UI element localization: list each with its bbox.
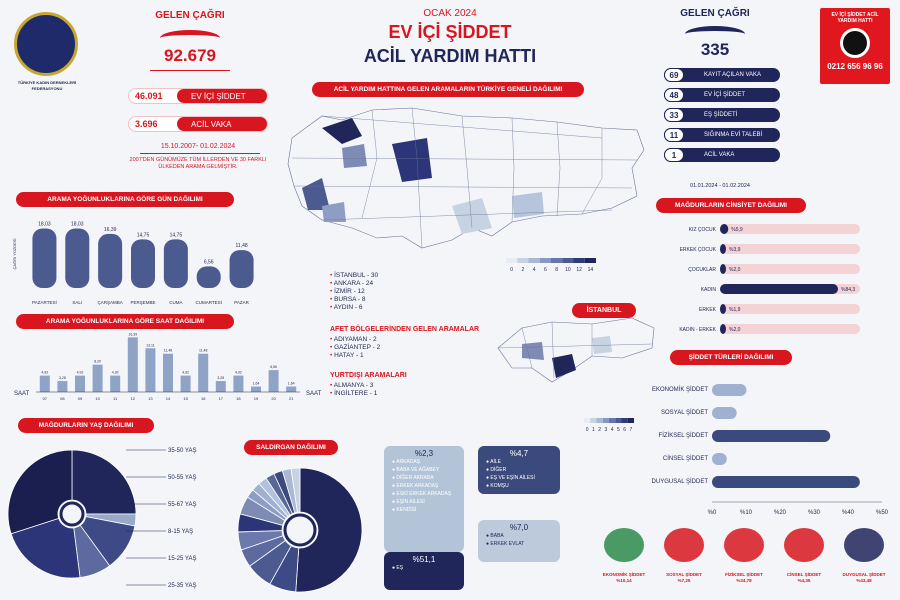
attacker-box-pct: %51,1 <box>412 555 436 564</box>
right-stat-label: EV İÇİ ŞİDDET <box>704 92 746 98</box>
attacker-item: ● KOMŞU <box>486 483 509 489</box>
istanbul-title: İSTANBUL <box>572 303 636 318</box>
stat-label: EV İÇİ ŞİDDET <box>177 89 267 103</box>
list-item: • İSTANBUL - 30 <box>330 272 379 279</box>
right-stat-row <box>664 68 780 82</box>
right-stat-label: EŞ ŞİDDETİ <box>704 112 738 118</box>
violence-label: SOSYAL ŞİDDET <box>660 410 708 416</box>
age-label: 8-15 YAŞ <box>168 529 194 535</box>
attacker-item-text: KOMŞU <box>490 483 509 489</box>
violence-tick: %40 <box>841 510 855 516</box>
attacker-item-text: EŞ <box>396 565 404 571</box>
legend-label: 5 <box>616 427 620 433</box>
gender-bar <box>720 304 726 314</box>
gender-label: ERKEK <box>699 307 716 313</box>
legend-swatch <box>609 418 615 423</box>
phone-handset-icon <box>160 30 220 46</box>
legend-swatch <box>562 258 573 263</box>
gender-bar-bg <box>720 244 860 254</box>
attacker-box-3 <box>478 520 560 562</box>
gender-bar <box>720 244 726 254</box>
icon-pct: %7,25 <box>677 578 691 583</box>
left-period: 15.10.2007- 01.02.2024 <box>160 143 236 150</box>
day-tick-label: PAZAR <box>234 300 249 305</box>
legend-label: 4 <box>532 267 536 273</box>
gender-label: KIZ ÇOCUK <box>688 227 716 233</box>
logo-caption: TÜRKİYE KADIN DERNEKLERİ FEDERASYONU <box>17 80 77 91</box>
poster-title: EV İÇİ ŞİDDET ACİL YARDIM HATTI <box>831 12 879 24</box>
region-gaziantep <box>512 192 544 218</box>
hour-tick-label: 14 <box>165 396 171 401</box>
hour-bar-label: 1,64 <box>287 381 295 386</box>
hour-bar <box>251 387 261 392</box>
day-chart-title: ARAMA YOĞUNLUKLARINA GÖRE GÜN DAĞILIMI <box>16 192 234 207</box>
gender-chart <box>660 222 870 344</box>
right-stat-value: 11 <box>664 128 684 142</box>
hour-tick-label: 15 <box>183 396 188 401</box>
left-calls-label: GELEN ÇAĞRI <box>155 10 225 21</box>
right-stat-row <box>664 108 780 122</box>
day-bar <box>164 239 188 288</box>
hour-tick-label: 21 <box>288 396 294 401</box>
hour-bar <box>110 376 120 392</box>
icon-pct: %10,14 <box>616 578 632 583</box>
violence-icon-item <box>596 528 652 584</box>
legend-label: 2 <box>521 267 525 273</box>
hour-bar-label: 6,56 <box>270 365 278 370</box>
gender-value: %2,0 <box>729 267 741 273</box>
hour-tick-label: 13 <box>148 396 153 401</box>
hour-bar-label: 1,64 <box>252 381 260 386</box>
hour-chart-title: ARAMA YOĞUNLUKLARINA GÖRE SAAT DAĞILIMI <box>16 314 234 329</box>
gender-value: %1,9 <box>729 307 741 313</box>
y-axis-label: ÇAĞRI YÜZDESİ <box>12 238 17 270</box>
hour-tick-label: 18 <box>236 396 241 401</box>
map-title: ACİL YARDIM HATTINA GELEN ARAMALARIN TÜRKİYE GENELİ DAĞILIMI <box>312 82 584 97</box>
legend-label: 0 <box>585 427 589 433</box>
hour-bar <box>75 376 85 392</box>
day-bar <box>65 229 89 288</box>
age-label: 50-55 YAŞ <box>168 475 197 481</box>
right-calls-label: GELEN ÇAĞRI <box>680 8 750 19</box>
age-label: 35-50 YAŞ <box>168 448 197 454</box>
gender-label: KADIN <box>700 287 716 293</box>
attacker-item: ● ERKEK EVLAT <box>486 541 525 547</box>
gender-bar <box>720 324 726 334</box>
hour-bar-label: 16,39 <box>128 332 138 337</box>
icon-label: EKONOMİK ŞİDDET <box>602 572 646 577</box>
attacker-box-1 <box>384 446 464 552</box>
age-title: MAĞDURLARIN YAŞ DAĞILIMI <box>18 418 154 433</box>
legend-label: 8 <box>555 267 559 273</box>
attacker-item: ● DİĞER <box>486 467 507 473</box>
icon-pct: %34,78 <box>736 578 752 583</box>
crying-woman-icon <box>844 528 884 562</box>
list-item: • ALMANYA - 3 <box>330 382 374 389</box>
left-note: 2007'DEN GÜNÜMÜZE TÜM İLLERDEN VE 30 FARKLI ÜLKEDEN ARAMA GELMİŞTİR. <box>129 157 267 170</box>
day-bar <box>32 229 56 288</box>
district-dark <box>552 354 576 378</box>
hour-bar <box>145 348 155 392</box>
legend-swatch <box>590 418 596 423</box>
list-item: • GAZİANTEP - 2 <box>330 344 381 351</box>
violence-bar <box>712 430 830 442</box>
attacker-item: ● BABA <box>486 533 504 539</box>
hour-tick-label: 11 <box>113 396 118 401</box>
legend-swatch <box>597 418 603 423</box>
gender-symbols-icon <box>784 528 824 562</box>
list-item: • AYDIN - 6 <box>330 304 363 311</box>
hour-tick-label: 12 <box>130 396 136 401</box>
hour-bar <box>93 365 103 392</box>
attacker-box-pct: %4,7 <box>509 449 529 458</box>
istanbul-legend <box>584 418 634 433</box>
hour-bar <box>269 370 279 392</box>
legend-swatch <box>540 258 551 263</box>
list-item-text: BURSA - 8 <box>334 296 366 303</box>
legend-swatch <box>628 418 634 423</box>
right-stat-value: 33 <box>664 108 684 122</box>
attacker-item-text: AİLE <box>490 459 501 465</box>
hour-bar <box>57 381 67 392</box>
day-bar-label: 14,75 <box>136 232 150 239</box>
gender-value: %84,3 <box>841 287 856 293</box>
hour-bar <box>198 354 208 392</box>
violence-chart <box>640 374 892 522</box>
hour-bar <box>181 376 191 392</box>
stat-value: 3.696 <box>129 119 177 129</box>
age-label: 15-25 YAŞ <box>168 556 197 562</box>
x-axis-label: SAAT <box>306 391 322 397</box>
list-item-text: İZMİR - 12 <box>334 288 365 295</box>
day-tick-label: PERŞEMBE <box>130 300 156 305</box>
icon-pct: %43,48 <box>856 578 872 583</box>
violence-tick: %20 <box>773 510 787 516</box>
age-slice-ring <box>61 503 83 525</box>
list-item-text: ALMANYA - 3 <box>333 382 374 389</box>
hour-bar <box>40 376 50 392</box>
list-item: • HATAY - 1 <box>330 352 364 359</box>
icon-label: DUYGUSAL ŞİDDET <box>842 572 886 577</box>
stat-label: ACİL VAKA <box>177 117 267 131</box>
page-subtitle: ACİL YARDIM HATTI <box>363 46 537 66</box>
day-chart <box>10 206 270 310</box>
region-bursa <box>342 144 367 168</box>
hour-bar <box>163 354 173 392</box>
gender-value: %5,9 <box>731 227 743 233</box>
day-bar-label: 6,56 <box>203 259 214 266</box>
day-tick-label: PAZARTESİ <box>32 300 57 305</box>
attacker-slice-ring <box>285 515 315 545</box>
right-stat-label: KAYIT AÇILAN VAKA <box>704 72 762 78</box>
day-bar <box>230 250 254 288</box>
legend-label: 10 <box>565 267 571 273</box>
violence-icon-item <box>656 528 712 584</box>
attacker-item-text: BABA <box>490 533 504 539</box>
social-isolation-icon <box>664 528 704 562</box>
legend-swatch <box>584 418 590 423</box>
stat-emergency <box>128 116 268 132</box>
gender-bar <box>720 264 726 274</box>
day-bar-label: 18,03 <box>38 221 51 228</box>
day-tick-label: CUMARTESİ <box>195 300 222 305</box>
hour-chart <box>10 330 330 416</box>
gender-label: ERKEK ÇOCUK <box>679 247 716 253</box>
attacker-box-4 <box>384 552 464 590</box>
legend-label: 7 <box>629 427 633 433</box>
day-bar <box>98 234 122 288</box>
list-item-text: İSTANBUL - 30 <box>334 272 379 279</box>
stat-domestic-violence <box>128 88 268 104</box>
hour-tick-label: 09 <box>77 396 83 401</box>
violence-label: FİZİKSEL ŞİDDET <box>658 433 708 439</box>
hour-tick-label: 07 <box>42 396 48 401</box>
violence-bar <box>712 476 860 488</box>
right-calls-value: 335 <box>700 40 730 59</box>
list-item-text: GAZİANTEP - 2 <box>334 344 381 351</box>
violence-tick: %0 <box>707 510 717 516</box>
legend-swatch <box>615 418 621 423</box>
legend-label: 12 <box>576 267 582 273</box>
right-stat-row <box>664 128 780 142</box>
left-calls-value: 92.679 <box>164 46 216 65</box>
abroad-title: YURTDIŞI ARAMALARI <box>330 372 407 379</box>
attacker-item-text: BABA VE AĞABEY <box>396 467 440 473</box>
day-bar-label: 16,39 <box>103 226 117 233</box>
attacker-item: ● KENDİSİ <box>392 507 417 513</box>
list-item-text: AYDIN - 6 <box>333 304 363 311</box>
attacker-title: SALDIRGAN DAĞILIMI <box>244 440 338 455</box>
list-item-text: ADIYAMAN - 2 <box>333 336 377 343</box>
age-pie <box>6 440 236 596</box>
legend-swatch <box>529 258 540 263</box>
gender-bar-bg <box>720 324 860 334</box>
violence-icon-item <box>836 528 892 584</box>
attacker-box-pct: %2,3 <box>414 449 434 458</box>
legend-label: 3 <box>604 427 608 433</box>
right-stat-value: 69 <box>664 68 684 82</box>
list-item: • BURSA - 8 <box>330 296 366 303</box>
attacker-item-text: EŞİN AİLESİ <box>396 499 425 505</box>
gender-label: KADIN - ERKEK <box>679 327 716 333</box>
gender-bar-bg <box>720 304 860 314</box>
icon-label: CİNSEL ŞİDDET <box>786 572 822 577</box>
attacker-item: ● ERKEK ARKADAŞ <box>392 483 439 489</box>
hour-bar <box>286 387 296 392</box>
hour-bar-label: 4,92 <box>182 370 190 375</box>
istanbul-map <box>492 308 662 388</box>
gender-title: MAĞDURLARIN CİNSİYET DAĞILIMI <box>656 198 806 213</box>
hour-tick-label: 20 <box>271 396 276 401</box>
day-bar-label: 18,03 <box>71 221 84 228</box>
legend-swatch <box>574 258 585 263</box>
list-item-text: ANKARA - 24 <box>333 280 374 287</box>
list-item: • İZMİR - 12 <box>330 288 365 295</box>
hour-bar-label: 8,20 <box>94 359 102 364</box>
attacker-item: ● AİLE <box>486 459 501 465</box>
hour-bar-label: 4,92 <box>76 370 84 375</box>
day-bar <box>197 266 221 288</box>
legend-swatch <box>622 418 628 423</box>
day-tick-label: ÇARŞAMBA <box>97 300 123 305</box>
hour-tick-label: 16 <box>200 396 206 401</box>
hour-tick-label: 17 <box>218 396 224 401</box>
violence-tick: %30 <box>807 510 821 516</box>
attacker-box-pct: %7,0 <box>509 523 529 532</box>
hour-tick-label: 19 <box>253 396 259 401</box>
age-slice <box>72 450 136 514</box>
legend-label: 4 <box>610 427 614 433</box>
list-item-text: İNGİLTERE - 1 <box>334 390 378 397</box>
hour-bar <box>216 381 226 392</box>
hour-bar-label: 13,11 <box>146 343 155 348</box>
hour-tick-label: 10 <box>95 396 100 401</box>
attacker-item: ● EŞİN AİLESİ <box>392 499 425 505</box>
attacker-item-text: ESKİ ERKEK ARKADAŞ <box>396 491 452 497</box>
legend-swatch <box>506 258 517 263</box>
hour-bar <box>128 337 138 392</box>
x-axis-label: SAAT <box>14 391 30 397</box>
turkey-map <box>282 98 652 260</box>
right-period: 01.01.2024 - 01.02.2024 <box>690 183 750 189</box>
hour-bar-label: 11,48 <box>163 348 173 353</box>
legend-swatch <box>585 258 596 263</box>
icon-label: FİZİKSEL ŞİDDET <box>725 572 763 577</box>
right-stat-value: 1 <box>664 148 684 162</box>
page-title: EV İÇİ ŞİDDET <box>388 22 512 42</box>
attacker-item-text: ERKEK ARKADAŞ <box>396 483 439 489</box>
hour-bar <box>233 376 243 392</box>
legend-swatch <box>603 418 609 423</box>
attacker-item: ● DİĞER AKRABA <box>392 475 434 481</box>
report-date: OCAK 2024 <box>423 8 477 19</box>
age-label: 25-35 YAŞ <box>168 583 197 589</box>
gender-bar <box>720 284 838 294</box>
hour-bar-label: 4,92 <box>234 370 242 375</box>
day-tick-label: SALI <box>72 300 83 305</box>
attacker-item: ● EŞ <box>392 565 404 571</box>
money-icon <box>604 528 644 562</box>
violence-bar <box>712 407 737 419</box>
legend-label: 6 <box>623 427 627 433</box>
attacker-item: ● BABA VE AĞABEY <box>392 467 440 473</box>
legend-label: 1 <box>591 427 595 433</box>
icon-pct: %4,35 <box>797 578 811 583</box>
right-stat-row <box>664 148 780 162</box>
attacker-slice <box>296 468 362 592</box>
eye-icon <box>840 28 870 58</box>
no-violence-icon <box>724 528 764 562</box>
right-stat-value: 48 <box>664 88 684 102</box>
hour-tick-label: 08 <box>60 396 65 401</box>
violence-icon-item <box>776 528 832 584</box>
stat-value: 46.091 <box>129 91 177 101</box>
violence-bar <box>712 453 727 465</box>
legend-label: 0 <box>510 267 514 273</box>
poster-phone: 0212 656 96 96 <box>827 62 883 71</box>
attacker-item-text: KENDİSİ <box>396 507 417 513</box>
list-item: • ADIYAMAN - 2 <box>330 336 377 343</box>
violence-tick: %50 <box>875 510 889 516</box>
day-bar-label: 11,48 <box>235 243 248 250</box>
day-tick-label: CUMA <box>169 300 183 305</box>
violence-tick: %10 <box>739 510 753 516</box>
right-stat-label: ACİL VAKA <box>704 152 735 158</box>
hour-bar-label: 3,28 <box>58 376 66 381</box>
legend-label: 2 <box>598 427 602 433</box>
attacker-box-2 <box>478 446 560 494</box>
attacker-item: ● ARKADAŞ <box>392 459 421 465</box>
attacker-item-text: DİĞER AKRABA <box>396 475 434 481</box>
hotline-poster <box>820 8 890 84</box>
icon-label: SOSYAL ŞİDDET <box>666 572 702 577</box>
attacker-item: ● EŞ VE EŞİN AİLESİ <box>486 475 535 481</box>
federation-logo <box>14 12 78 76</box>
violence-label: CİNSEL ŞİDDET <box>662 456 708 462</box>
violence-label: EKONOMİK ŞİDDET <box>651 387 708 393</box>
day-bar-label: 14,75 <box>169 232 183 239</box>
list-item: • ANKARA - 24 <box>330 280 374 287</box>
gender-bar-bg <box>720 264 860 274</box>
violence-icon-item <box>716 528 772 584</box>
age-label: 55-67 YAŞ <box>168 502 197 508</box>
hour-bar-label: 4,92 <box>41 370 49 375</box>
gender-value: %3,9 <box>729 247 741 253</box>
hour-bar-label: 3,28 <box>217 376 225 381</box>
attacker-item-text: DİĞER <box>490 467 507 473</box>
right-stat-row <box>664 88 780 102</box>
disaster-title: AFET BÖLGELERİNDEN GELEN ARAMALAR <box>330 326 480 333</box>
gender-bar <box>720 224 728 234</box>
attacker-item-text: ERKEK EVLAT <box>490 541 525 547</box>
day-bar <box>131 239 155 288</box>
legend-label: 6 <box>543 267 547 273</box>
violence-label: DUYGUSAL ŞİDDET <box>651 479 708 485</box>
list-item-text: HATAY - 1 <box>334 352 364 359</box>
map-legend <box>506 258 596 274</box>
violence-bar <box>712 384 746 396</box>
attacker-item-text: EŞ VE EŞİN AİLESİ <box>490 475 535 481</box>
right-stat-label: SIĞINMA EVİ TALEBİ <box>704 132 763 138</box>
legend-swatch <box>517 258 528 263</box>
district-mid <box>522 342 544 360</box>
violence-title: ŞİDDET TÜRLERİ DAĞILIMI <box>670 350 792 365</box>
attacker-item: ● ESKİ ERKEK ARKADAŞ <box>392 491 452 497</box>
legend-label: 14 <box>587 267 594 273</box>
attacker-item-text: ARKADAŞ <box>396 459 421 465</box>
gender-value: %2,0 <box>729 327 741 333</box>
gender-label: ÇOCUKLAR <box>688 267 716 273</box>
hour-bar-label: 11,48 <box>198 348 208 353</box>
hour-bar-label: 4,92 <box>111 370 119 375</box>
legend-swatch <box>551 258 562 263</box>
list-item: • İNGİLTERE - 1 <box>330 390 378 397</box>
attacker-pie <box>228 458 378 598</box>
